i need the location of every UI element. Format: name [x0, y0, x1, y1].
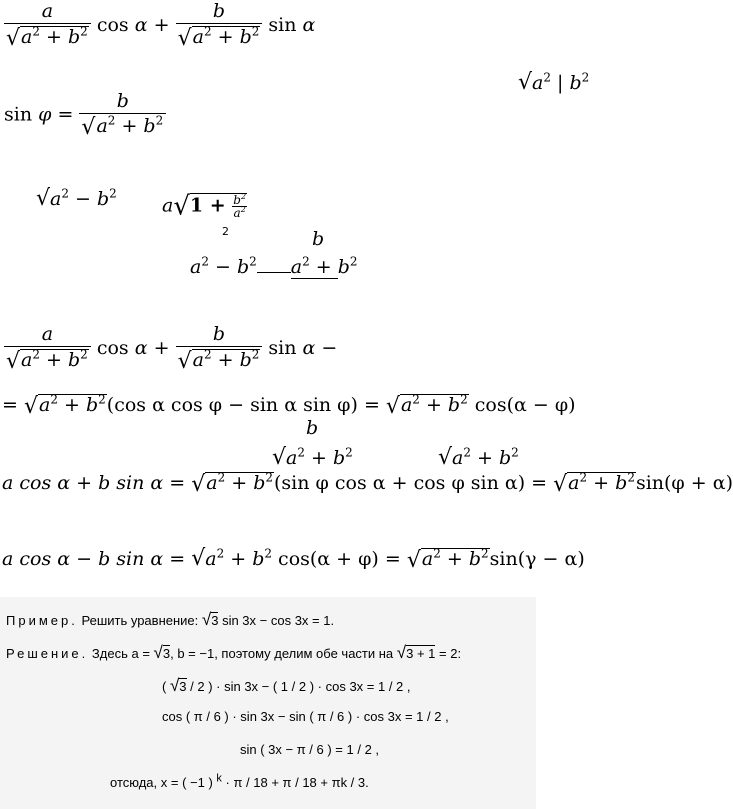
- fraction-b: $\frac{b}{√a^2 + b^2}$: [176, 2, 263, 50]
- sqrt-sign: $√a^2 + b^2$: [6, 24, 88, 51]
- solution-line: Решение. Здесь a = √3, b = −1, поэтому делим обе части на √3 + 1 = 2:: [6, 643, 462, 662]
- top-expression: $\frac{a}{√a^2 + b^2}$ cos α + $\frac{b}{√a^2 + b^2}$ sin α: [6, 0, 316, 51]
- equality-line: = $√a^2 + b^2(\cos$ α cos φ − sin α $\sin \varphi) = √a^2 + b^2$ cos(α − φ): [2, 392, 576, 419]
- difference-line: a cos α − b $\sin \alpha = √a^2 + b^2$ $\cos(\alpha + \varphi) = √a^2 + b^2\sin(\gamma - \alpha)$: [2, 546, 585, 573]
- fraction-a: $\frac{a}{√a^2 + b^2}$: [4, 2, 91, 50]
- solution-step-2: cos ( π / 6 ) · sin 3x − sin ( π / 6 ) · cos 3x = 1 / 2 ,: [162, 709, 449, 724]
- middle-expression: $\frac{a}{√a^2 + b^2}$ cos α + $\frac{b}{√a^2 + b^2}$ sin α −: [6, 323, 338, 374]
- difference-plus-expression: $a^2 - b^2$ $a^2 + b^2$: [190, 254, 358, 278]
- example-line: Пример. Решить уравнение: √3 sin 3x − cos 3x = 1.: [6, 610, 335, 629]
- small-two: 2: [222, 225, 229, 238]
- small-b-2: b: [306, 417, 319, 439]
- sqrt-small-2: $√a^2 + b^2$: [438, 445, 519, 470]
- solution-label: Решение.: [6, 646, 89, 661]
- sum-line: a cos α + b $\sin \alpha = √a^2 + b^2(\sin$ φ cos α + cos φ $\sin \alpha) = √a^2 + b^2\sin(\varphi + \alpha)$: [2, 470, 733, 497]
- sqrt-small-1: $√a^2 + b^2$: [272, 445, 353, 470]
- a-sqrt-one-plus: a√1 + $\frac{b^2}{a^2}$: [162, 191, 247, 222]
- example-label: Пример.: [6, 613, 78, 628]
- sin-phi-formula: sin φ = $\frac{b}{√a^2 + b^2}$: [4, 92, 166, 139]
- sqrt-difference: $√a^2 - b^2$: [36, 186, 117, 211]
- sqrt-right: $√a^2$ | $b^2$: [518, 70, 590, 95]
- solution-result: отсюда, x = ( −1 ) $^k$ · π / 18 + π / 18 + πk / 3.: [110, 772, 369, 790]
- small-b: b: [312, 228, 325, 250]
- solution-step-1: ( √3 / 2 ) · sin 3x − ( 1 / 2 ) · cos 3x = 1 / 2 ,: [162, 676, 411, 695]
- solution-step-3: sin ( 3x − π / 6 ) = 1 / 2 ,: [240, 742, 380, 757]
